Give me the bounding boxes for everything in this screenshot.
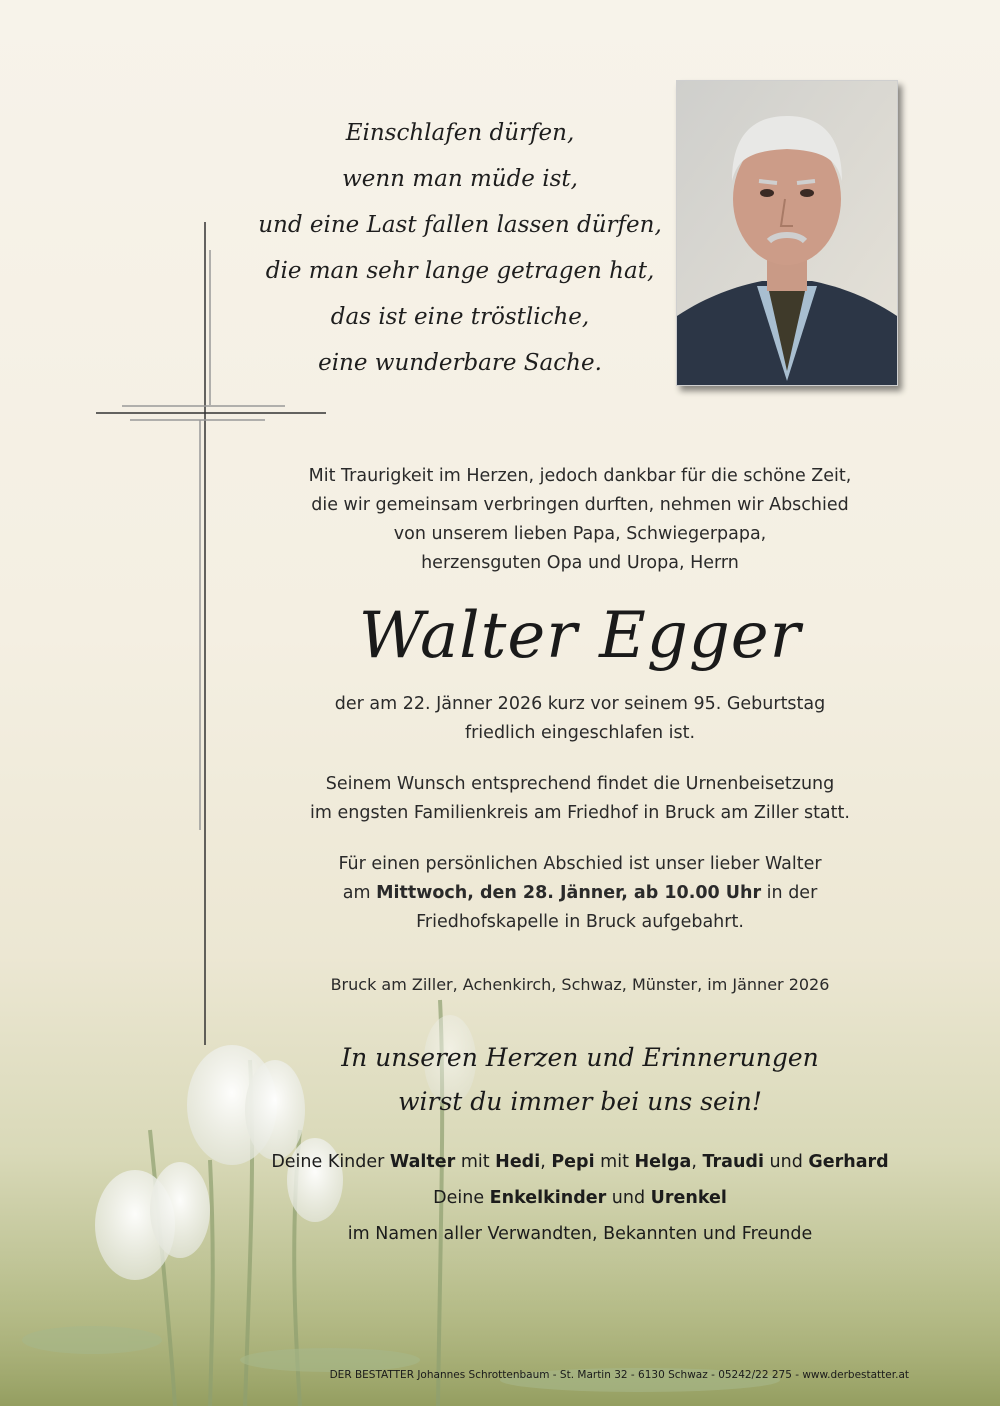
intro-line: die wir gemeinsam verbringen durften, nehmen wir Abschied: [311, 495, 849, 515]
poem: [230, 110, 690, 386]
viewing-text: am: [342, 883, 377, 903]
family-name: Urenkel: [650, 1188, 727, 1208]
family-name: Helga: [634, 1152, 692, 1172]
family-line-grandchildren: [215, 1180, 945, 1216]
family-text: und: [763, 1152, 809, 1172]
viewing-line: [245, 879, 915, 908]
family-text: mit: [594, 1152, 635, 1172]
death-notice: [245, 690, 915, 748]
poem-line: eine wunderbare Sache.: [318, 350, 602, 376]
family-signatures: [215, 1144, 945, 1252]
funeral-home-name: DER BESTATTER: [329, 1369, 414, 1381]
viewing-line: Friedhofskapelle in Bruck aufgebahrt.: [416, 912, 744, 932]
family-text: und: [606, 1188, 651, 1208]
poem-line: wenn man müde ist,: [342, 166, 578, 192]
family-text: mit: [455, 1152, 496, 1172]
death-notice-line: friedlich eingeschlafen ist.: [464, 723, 696, 743]
poem-line: die man sehr lange getragen hat,: [265, 258, 655, 284]
closing-line: wirst du immer bei uns sein!: [398, 1087, 762, 1116]
places-date: [245, 970, 915, 999]
places-date-line: Bruck am Ziller, Achenkirch, Schwaz, Münster, im Jänner 2026: [330, 975, 830, 994]
viewing-date-time: Mittwoch, den 28. Jänner, ab 10.00 Uhr: [376, 883, 762, 903]
funeral-home-details: Johannes Schrottenbaum - St. Martin 32 - 6130 Schwaz - 05242/22 275 - www.derbestatter.at: [414, 1369, 909, 1381]
family-name: Traudi: [702, 1152, 764, 1172]
family-name: Gerhard: [808, 1152, 889, 1172]
funeral-home-footer: [0, 1369, 909, 1381]
burial-line: Seinem Wunsch entsprechend findet die Urnenbeisetzung: [325, 774, 835, 794]
burial-line: im engsten Familienkreis am Friedhof in Bruck am Ziller statt.: [310, 803, 850, 823]
family-name: Hedi: [495, 1152, 541, 1172]
intro-text: [245, 462, 915, 578]
viewing-info: [245, 850, 915, 937]
family-text: Deine Kinder: [271, 1152, 390, 1172]
death-notice-line: der am 22. Jänner 2026 kurz vor seinem 95. Geburtstag: [334, 694, 826, 714]
family-line-relatives: im Namen aller Verwandten, Bekannten und Freunde: [347, 1224, 813, 1244]
viewing-line: Für einen persönlichen Abschied ist unser lieber Walter: [338, 854, 822, 874]
portrait-image: [677, 81, 897, 385]
closing-quote: [245, 1036, 915, 1124]
intro-line: herzensguten Opa und Uropa, Herrn: [421, 553, 739, 573]
poem-line: das ist eine tröstliche,: [330, 304, 590, 330]
deceased-name: Walter Egger: [358, 599, 802, 673]
poem-line: und eine Last fallen lassen dürfen,: [258, 212, 662, 238]
family-name: Enkelkinder: [489, 1188, 607, 1208]
poem-line: Einschlafen dürfen,: [345, 120, 575, 146]
intro-line: Mit Traurigkeit im Herzen, jedoch dankbar für die schöne Zeit,: [308, 466, 852, 486]
burial-info: [245, 770, 915, 828]
family-text: ,: [540, 1152, 552, 1172]
intro-line: von unserem lieben Papa, Schwiegerpapa,: [393, 524, 767, 544]
portrait-photo: [676, 80, 898, 386]
family-text: Deine: [433, 1188, 490, 1208]
closing-line: In unseren Herzen und Erinnerungen: [341, 1043, 819, 1072]
viewing-text: in der: [761, 883, 818, 903]
family-line-children: [215, 1144, 945, 1180]
family-name: Walter: [389, 1152, 456, 1172]
family-name: Pepi: [551, 1152, 595, 1172]
family-text: ,: [691, 1152, 703, 1172]
